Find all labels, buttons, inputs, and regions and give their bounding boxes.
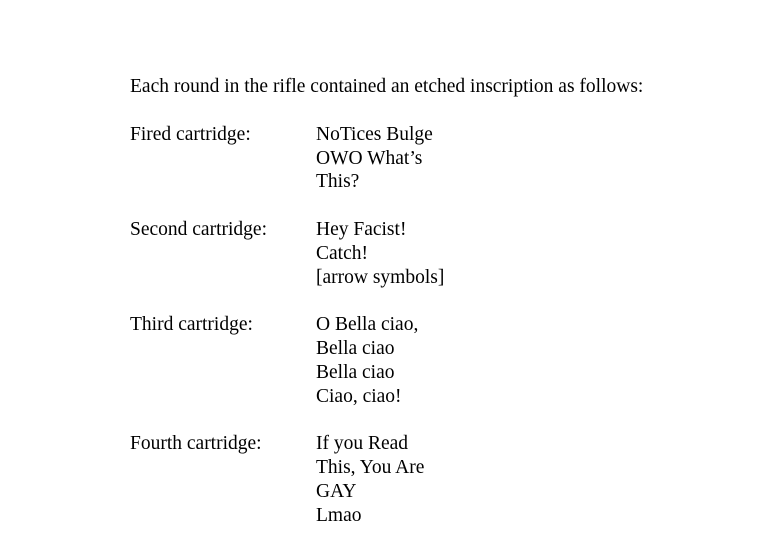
inscription-line: Bella ciao bbox=[316, 337, 395, 359]
cartridge-label: Fired cartridge: bbox=[130, 123, 251, 145]
intro-paragraph: Each round in the rifle contained an etched inscription as follows: bbox=[130, 76, 644, 97]
inscription-line: GAY bbox=[316, 480, 357, 502]
inscription-line: O Bella ciao, bbox=[316, 314, 419, 336]
inscription-line: If you Read bbox=[316, 433, 409, 455]
inscription-line: Ciao, ciao! bbox=[316, 385, 402, 407]
inscription-lines bbox=[316, 432, 424, 527]
inscription-line: Catch! bbox=[316, 242, 368, 264]
cartridge-entry-second bbox=[130, 218, 750, 289]
inscription-line: Lmao bbox=[316, 504, 362, 526]
inscription-lines bbox=[316, 218, 444, 289]
inscription-line: This? bbox=[316, 171, 360, 193]
inscription-line: This, You Are bbox=[316, 456, 425, 478]
cartridge-entry-third bbox=[130, 313, 750, 408]
cartridge-entry-fired bbox=[130, 123, 750, 194]
inscription-lines bbox=[316, 123, 433, 194]
inscription-line: NoTices Bulge bbox=[316, 123, 433, 145]
cartridge-label: Fourth cartridge: bbox=[130, 433, 262, 455]
cartridge-label: Second cartridge: bbox=[130, 218, 267, 240]
document-page bbox=[130, 75, 750, 527]
inscription-line: Hey Facist! bbox=[316, 218, 407, 240]
cartridge-entry-fourth bbox=[130, 432, 750, 527]
cartridge-label: Third cartridge: bbox=[130, 314, 253, 336]
inscription-line: OWO What’s bbox=[316, 147, 423, 169]
inscription-lines bbox=[316, 313, 418, 408]
inscription-line: Bella ciao bbox=[316, 361, 395, 383]
inscription-line: [arrow symbols] bbox=[316, 266, 445, 288]
